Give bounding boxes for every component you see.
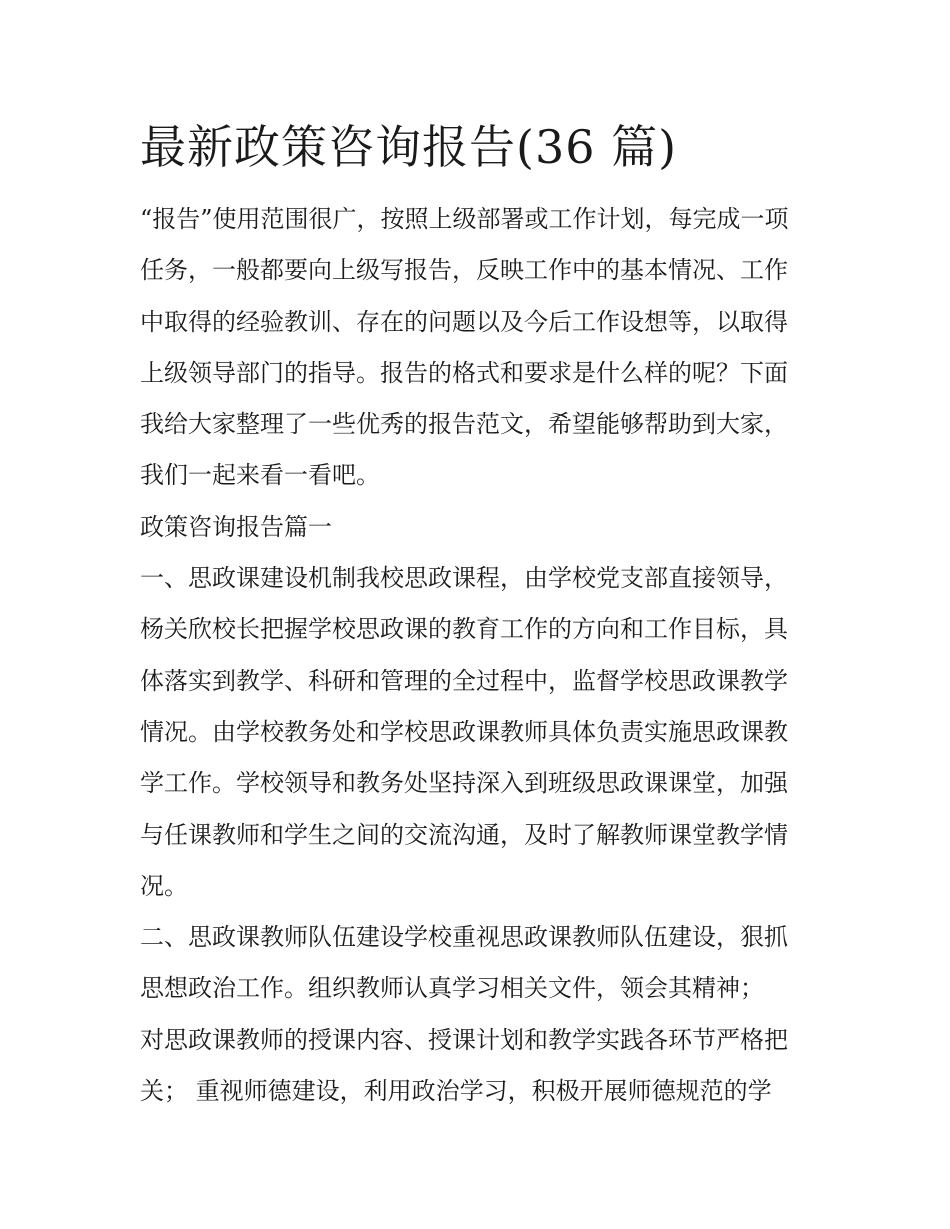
- text-line: 思想政治工作。组织教师认真学习相关文件，领会其精神；: [140, 974, 764, 1003]
- document-body: [140, 194, 820, 1117]
- text-line: 上级领导部门的指导。报告的格式和要求是什么样的呢？下面: [140, 358, 788, 387]
- text-line: 杨关欣校长把握学校思政课的教育工作的方向和工作目标，具: [140, 615, 788, 644]
- text-line: 体落实到教学、科研和管理的全过程中，监督学校思政课教学: [140, 666, 788, 695]
- text-line: 任务，一般都要向上级写报告，反映工作中的基本情况、工作: [140, 256, 788, 285]
- document-title: 最新政策咨询报告(36 篇): [140, 120, 678, 174]
- text-line: 况。: [140, 871, 188, 900]
- text-line: “报告”使用范围很广，按照上级部署或工作计划，每完成一项: [140, 205, 789, 233]
- section-heading: 政策咨询报告篇一: [140, 512, 332, 541]
- text-line: 我们一起来看一看吧。: [140, 461, 380, 490]
- text-line: 情况。由学校教务处和学校思政课教师具体负责实施思政课教: [140, 717, 788, 746]
- text-line: 与任课教师和学生之间的交流沟通，及时了解教师课堂教学情: [140, 820, 788, 849]
- text-line: 我给大家整理了一些优秀的报告范文，希望能够帮助到大家，: [140, 410, 788, 439]
- text-line: 学工作。学校领导和教务处坚持深入到班级思政课课堂，加强: [140, 769, 788, 798]
- text-line: 中取得的经验教训、存在的问题以及今后工作设想等，以取得: [140, 307, 788, 336]
- text-line: 二、思政课教师队伍建设学校重视思政课教师队伍建设，狠抓: [140, 923, 788, 952]
- text-line: 对思政课教师的授课内容、授课计划和教学实践各环节严格把: [140, 1025, 788, 1054]
- text-line: 关； 重视师德建设，利用政治学习，积极开展师德规范的学: [140, 1077, 772, 1106]
- text-line: 一、思政课建设机制我校思政课程，由学校党支部直接领导，: [140, 564, 788, 593]
